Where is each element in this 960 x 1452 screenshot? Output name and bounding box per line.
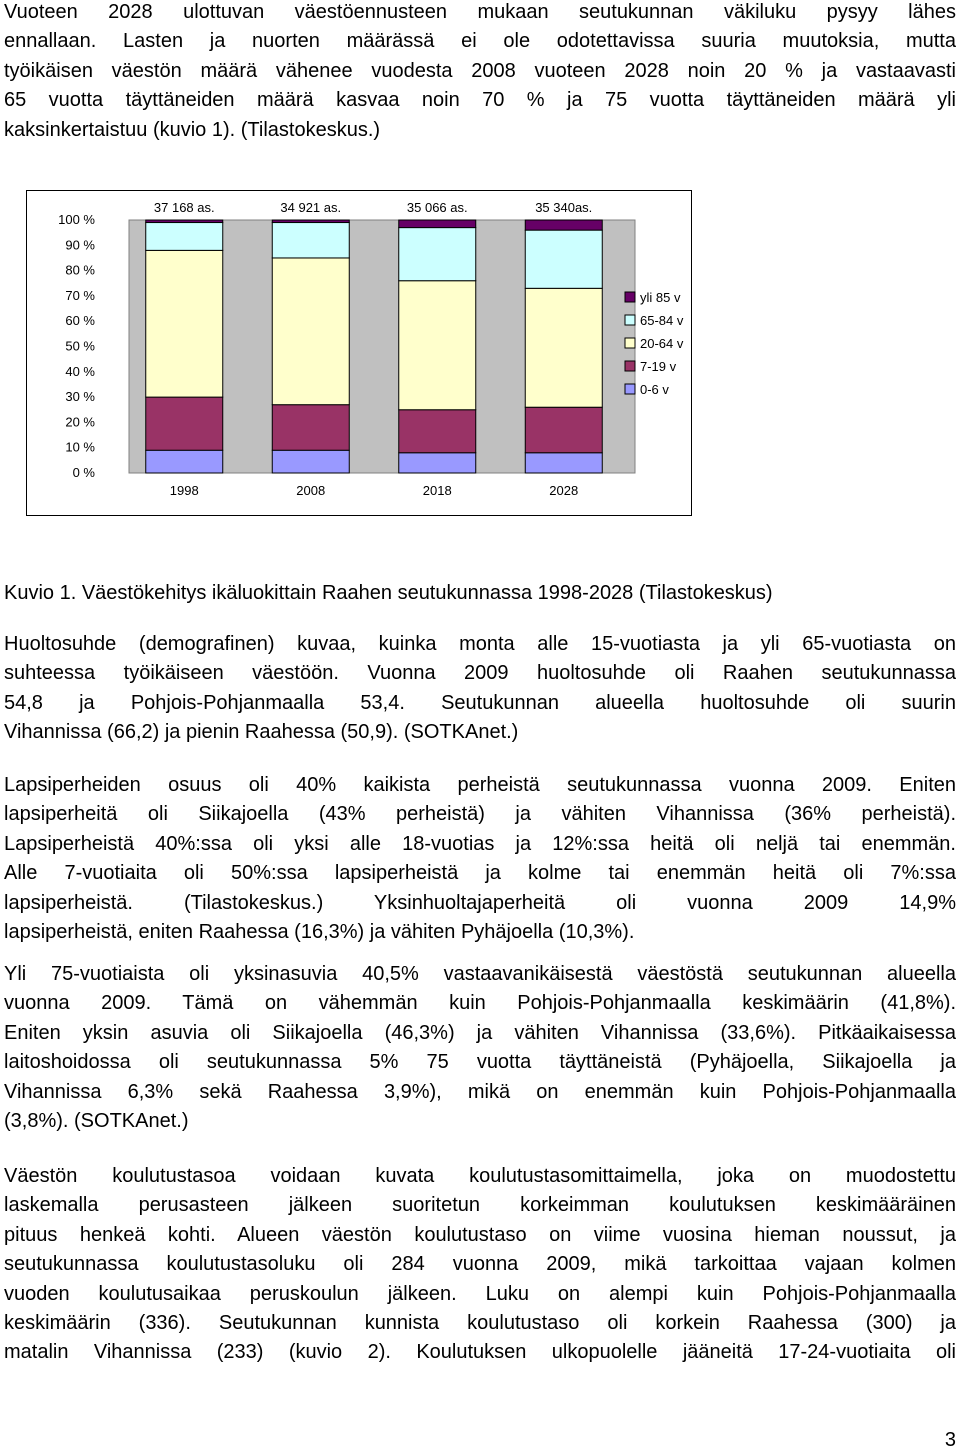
bar-segment (525, 288, 602, 407)
bar-segment (272, 258, 349, 405)
text-line: kaksinkertaistuu (kuvio 1). (Tilastokeskus.) (4, 118, 381, 141)
bar-segment (399, 410, 476, 453)
y-tick-label: 50 % (65, 338, 95, 354)
y-tick-label: 100 % (58, 212, 95, 227)
legend-swatch (625, 384, 635, 394)
text-line: vuoden koulutusaikaa peruskoulun jälkeen. Luku on alempi kuin Pohjois-Pohjanmaalla (4, 1282, 956, 1305)
legend-swatch (625, 361, 635, 371)
text-line: Vihannissa (66,2) ja pienin Raahessa (50,9). (SOTKAnet.) (4, 721, 519, 744)
text-line: Eniten yksin asuvia oli Siikajoella (46,3%) ja vähiten Vihannissa (33,6%). Pitkäaikaisessa (4, 1021, 956, 1044)
text-line: työikäisen väestön määrä vähenee vuodesta 2008 vuoteen 2028 noin 20 % ja vastaavasti (4, 59, 956, 82)
bar-segment (525, 220, 602, 230)
text-line: matalin Vihannissa (233) (kuvio 2). Koulutuksen ulkopuolelle jääneitä 17-24-vuotiaita oli (4, 1341, 956, 1364)
text-line: Lapsiperheistä 40%:ssa oli yksi alle 18-vuotias ja 12%:ssa heitä oli neljä tai enemmän. (4, 832, 956, 855)
figure-caption: Kuvio 1. Väestökehitys ikäluokittain Raahen seutukunnassa 1998-2028 (Tilastokeskus) (4, 582, 773, 604)
bar-segment (525, 407, 602, 453)
total-label: 37 168 as. (153, 200, 215, 215)
text-line: laskemalla perusasteen jälkeen suoritetun korkeimman koulutuksen keskimääräinen (4, 1194, 956, 1217)
text-line: 65 vuotta täyttäneiden määrä kasvaa noin 70 % ja 75 vuotta täyttäneiden määrä yli (4, 89, 956, 112)
legend-swatch (625, 315, 635, 325)
text-line: lapsiperheistä. (Tilastokeskus.) Yksinhuoltajaperheitä oli vuonna 2009 14,9% (4, 891, 956, 914)
bar-segment (146, 250, 223, 397)
bar-segment (399, 281, 476, 410)
bar-segment (399, 228, 476, 281)
bar-segment (272, 450, 349, 473)
text-line: vuonna 2009. Tämä on vähemmän kuin Pohjois-Pohjanmaalla keskimäärin (41,8%). (4, 992, 956, 1015)
legend-label: 7-19 v (640, 359, 677, 374)
text-line: keskimäärin (336). Seutukunnan kunnista koulutustaso oli korkein Raahessa (300) ja (4, 1312, 956, 1335)
text-line: 54,8 ja Pohjois-Pohjanmaalla 53,4. Seutukunnan alueella huoltosuhde oli suurin (4, 691, 956, 714)
text-line: lapsiperheistä, eniten Raahessa (16,3%) ja vähiten Pyhäjoella (10,3%). (4, 921, 635, 944)
intro-paragraph (4, 0, 956, 145)
total-label: 34 921 as. (280, 200, 342, 215)
y-tick-label: 30 % (65, 389, 95, 405)
y-tick-label: 40 % (65, 363, 95, 379)
x-tick-label: 1998 (169, 483, 199, 498)
bar-segment (525, 230, 602, 288)
legend-label: yli 85 v (640, 290, 681, 305)
chart-svg (27, 191, 693, 517)
x-tick-label: 2018 (422, 483, 452, 498)
y-tick-label: 0 % (72, 465, 95, 480)
paragraph-education (4, 1162, 956, 1368)
y-tick-label: 90 % (65, 237, 95, 253)
text-line: (3,8%). (SOTKAnet.) (4, 1110, 189, 1133)
text-line: Yli 75-vuotiaista oli yksinasuvia 40,5% vastaavanikäisestä väestöstä seutukunnan alueella (4, 963, 956, 985)
bar-segment (272, 405, 349, 451)
bar-segment (272, 220, 349, 223)
text-line: Huoltosuhde (demografinen) kuvaa, kuinka monta alle 15-vuotiasta ja yli 65-vuotiasta on (4, 633, 956, 655)
paragraph-dependency-ratio (4, 630, 956, 748)
x-tick-label: 2008 (296, 483, 326, 498)
y-tick-label: 60 % (65, 313, 95, 329)
paragraph-elderly (4, 960, 956, 1136)
page-number: 3 (944, 1429, 956, 1451)
text-line: Alle 7-vuotiaita oli 50%:ssa lapsiperheistä ja kolme tai enemmän heitä oli 7%:ssa (4, 862, 956, 885)
text-line: seutukunnassa koulutustasoluku oli 284 vuonna 2009, mikä tarkoittaa vajaan kolmen (4, 1253, 956, 1276)
y-tick-label: 20 % (65, 414, 95, 430)
bar-segment (525, 453, 602, 473)
text-line: ennallaan. Lasten ja nuorten määrässä ei ole odotettavissa suuria muutoksia, mutta (4, 30, 956, 53)
bar-segment (146, 450, 223, 473)
text-line: Vihannissa 6,3% sekä Raahessa 3,9%), mikä on enemmän kuin Pohjois-Pohjanmaalla (4, 1080, 956, 1103)
text-line: suhteessa työikäiseen väestöön. Vuonna 2009 huoltosuhde oli Raahen seutukunnassa (4, 662, 956, 685)
legend-swatch (625, 292, 635, 302)
bar-segment (146, 223, 223, 251)
text-line: Lapsiperheiden osuus oli 40% kaikista perheistä seutukunnassa vuonna 2009. Eniten (4, 774, 956, 796)
legend-label: 65-84 v (640, 313, 684, 328)
total-label: 35 066 as. (406, 200, 468, 215)
x-tick-label: 2028 (549, 483, 579, 498)
bar-segment (272, 223, 349, 258)
y-tick-label: 70 % (65, 287, 95, 303)
legend-swatch (625, 338, 635, 348)
text-line: Vuoteen 2028 ulottuvan väestöennusteen mukaan seutukunnan väkiluku pysyy lähes (4, 1, 956, 23)
y-tick-label: 80 % (65, 262, 95, 278)
bar-segment (399, 220, 476, 228)
text-line: lapsiperheitä oli Siikajoella (43% perheistä) ja vähiten Vihannissa (36% perheistä). (4, 803, 956, 826)
text-line: Väestön koulutustasoa voidaan kuvata koulutustasomittaimella, joka on muodostettu (4, 1165, 956, 1187)
text-line: laitoshoidossa oli seutukunnassa 5% 75 vuotta täyttäneistä (Pyhäjoella, Siikajoella ja (4, 1051, 956, 1074)
bar-segment (146, 397, 223, 450)
total-label: 35 340as. (535, 200, 593, 215)
paragraph-families (4, 771, 956, 947)
bar-segment (399, 453, 476, 473)
text-line: pituus henkeä kohti. Alueen väestön koulutustaso on viime vuosina hieman noussut, ja (4, 1223, 956, 1246)
population-chart (26, 190, 692, 516)
y-tick-label: 10 % (65, 439, 95, 455)
legend-label: 0-6 v (640, 382, 669, 397)
bar-segment (146, 220, 223, 223)
legend-label: 20-64 v (640, 336, 684, 351)
